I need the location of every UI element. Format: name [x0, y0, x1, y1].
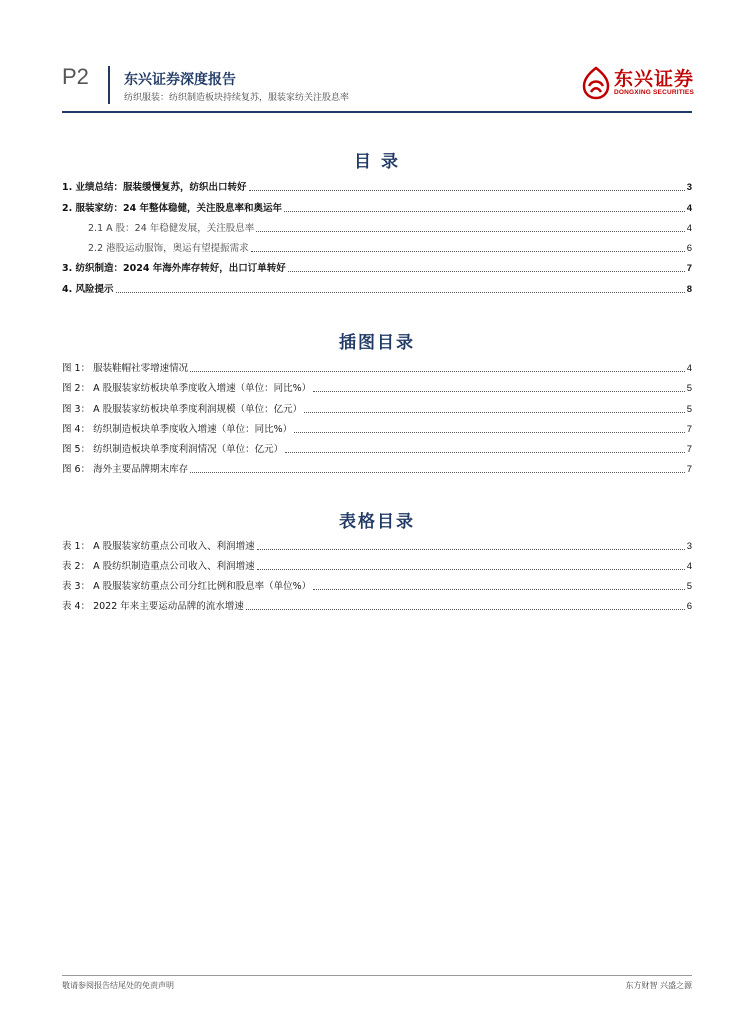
toc-entry-page: 4	[686, 203, 692, 214]
table-entry[interactable]	[62, 539, 692, 553]
toc-entry-page: 6	[686, 243, 692, 254]
table-entry[interactable]	[62, 599, 692, 613]
toc-subentry[interactable]	[62, 221, 692, 235]
toc-entry-label: 4. 风险提示	[62, 284, 114, 295]
toc-entry-page: 8	[686, 284, 692, 295]
table-entry-label: 表 2： A 股纺织制造重点公司收入、利润增速	[62, 561, 255, 572]
table-entry[interactable]	[62, 579, 692, 593]
figure-entry[interactable]	[62, 381, 692, 395]
logo-emblem-icon	[580, 66, 612, 100]
report-title: 东兴证券深度报告	[124, 72, 236, 88]
figure-entry[interactable]	[62, 442, 692, 456]
figure-entry[interactable]	[62, 462, 692, 476]
figure-entry[interactable]	[62, 361, 692, 375]
figure-entry-page: 4	[686, 363, 692, 374]
dot-leader	[304, 412, 685, 413]
header-divider	[108, 66, 110, 104]
toc-entry-page: 3	[686, 182, 692, 193]
dot-leader	[190, 472, 685, 473]
dot-leader	[256, 231, 684, 232]
toc-subentry[interactable]	[62, 241, 692, 255]
toc-entry-label: 3. 纺织制造：2024 年海外库存转好，出口订单转好	[62, 263, 286, 274]
figure-entry-page: 5	[686, 404, 692, 415]
figure-entry[interactable]	[62, 422, 692, 436]
dot-leader	[313, 589, 685, 590]
toc-entry-page: 7	[686, 263, 692, 274]
toc-entry[interactable]	[62, 261, 692, 275]
footer-rule	[62, 975, 692, 976]
table-entry-page: 3	[686, 541, 692, 552]
dot-leader	[246, 609, 685, 610]
table-entry-page: 6	[686, 601, 692, 612]
dot-leader	[284, 211, 685, 212]
logo-text-cn: 东兴证券	[614, 68, 695, 90]
dot-leader	[294, 432, 685, 433]
dot-leader	[313, 391, 685, 392]
figure-entry-label: 图 5： 纺织制造板块单季度利润情况（单位：亿元）	[62, 444, 284, 455]
table-entry-page: 4	[686, 561, 692, 572]
figure-entry-page: 7	[686, 444, 692, 455]
toc-entry[interactable]	[62, 201, 692, 215]
figure-entry-page: 5	[686, 383, 692, 394]
figure-entry-label: 图 3： A 股服装家纺板块单季度利润规模（单位：亿元）	[62, 404, 303, 415]
toc-entry-label: 2.2 港股运动服饰，奥运有望提振需求	[88, 243, 249, 254]
toc-entry-page: 4	[686, 223, 692, 234]
figure-entry-page: 7	[686, 424, 692, 435]
table-entry-page: 5	[686, 581, 692, 592]
figure-entry-label: 图 6： 海外主要品牌期末库存	[62, 464, 189, 475]
figures-title: 插图目录	[339, 333, 415, 353]
dot-leader	[257, 569, 685, 570]
company-logo	[580, 64, 700, 104]
dot-leader	[251, 251, 685, 252]
figure-entry-label: 图 1： 服装鞋帽社零增速情况	[62, 363, 189, 374]
logo-text-en: DONGXING SECURITIES	[614, 89, 695, 96]
dot-leader	[249, 190, 685, 191]
dot-leader	[257, 549, 685, 550]
dot-leader	[285, 452, 685, 453]
toc-entry[interactable]	[62, 180, 692, 194]
toc-entry[interactable]	[62, 282, 692, 296]
footer-slogan: 东方财智 兴盛之源	[625, 981, 692, 990]
header-rule	[62, 111, 692, 113]
figure-entry-page: 7	[686, 464, 692, 475]
dot-leader	[116, 292, 685, 293]
table-entry-label: 表 1： A 股服装家纺重点公司收入、利润增速	[62, 541, 255, 552]
table-entry-label: 表 4： 2022 年来主要运动品牌的流水增速	[62, 601, 244, 612]
table-entry-label: 表 3： A 股服装家纺重点公司分红比例和股息率（单位%）	[62, 581, 312, 592]
figure-entry[interactable]	[62, 402, 692, 416]
toc-entry-label: 2. 服装家纺：24 年整体稳健，关注股息率和奥运年	[62, 203, 283, 214]
page-number: P2	[62, 64, 89, 89]
toc-entry-label: 1. 业绩总结：服装缓慢复苏，纺织出口转好	[62, 182, 247, 193]
footer-disclaimer: 敬请参阅报告结尾处的免责声明	[62, 981, 174, 990]
figure-entry-label: 图 4： 纺织制造板块单季度收入增速（单位：同比%）	[62, 424, 293, 435]
dot-leader	[190, 371, 685, 372]
figure-entry-label: 图 2： A 股服装家纺板块单季度收入增速（单位：同比%）	[62, 383, 312, 394]
dot-leader	[288, 271, 685, 272]
tables-title: 表格目录	[339, 512, 415, 532]
report-subtitle: 纺织服装：纺织制造板块持续复苏，服装家纺关注股息率	[124, 93, 350, 103]
toc-title: 目 录	[354, 152, 400, 172]
toc-entry-label: 2.1 A 股：24 年稳健发展，关注股息率	[88, 223, 255, 234]
table-entry[interactable]	[62, 559, 692, 573]
